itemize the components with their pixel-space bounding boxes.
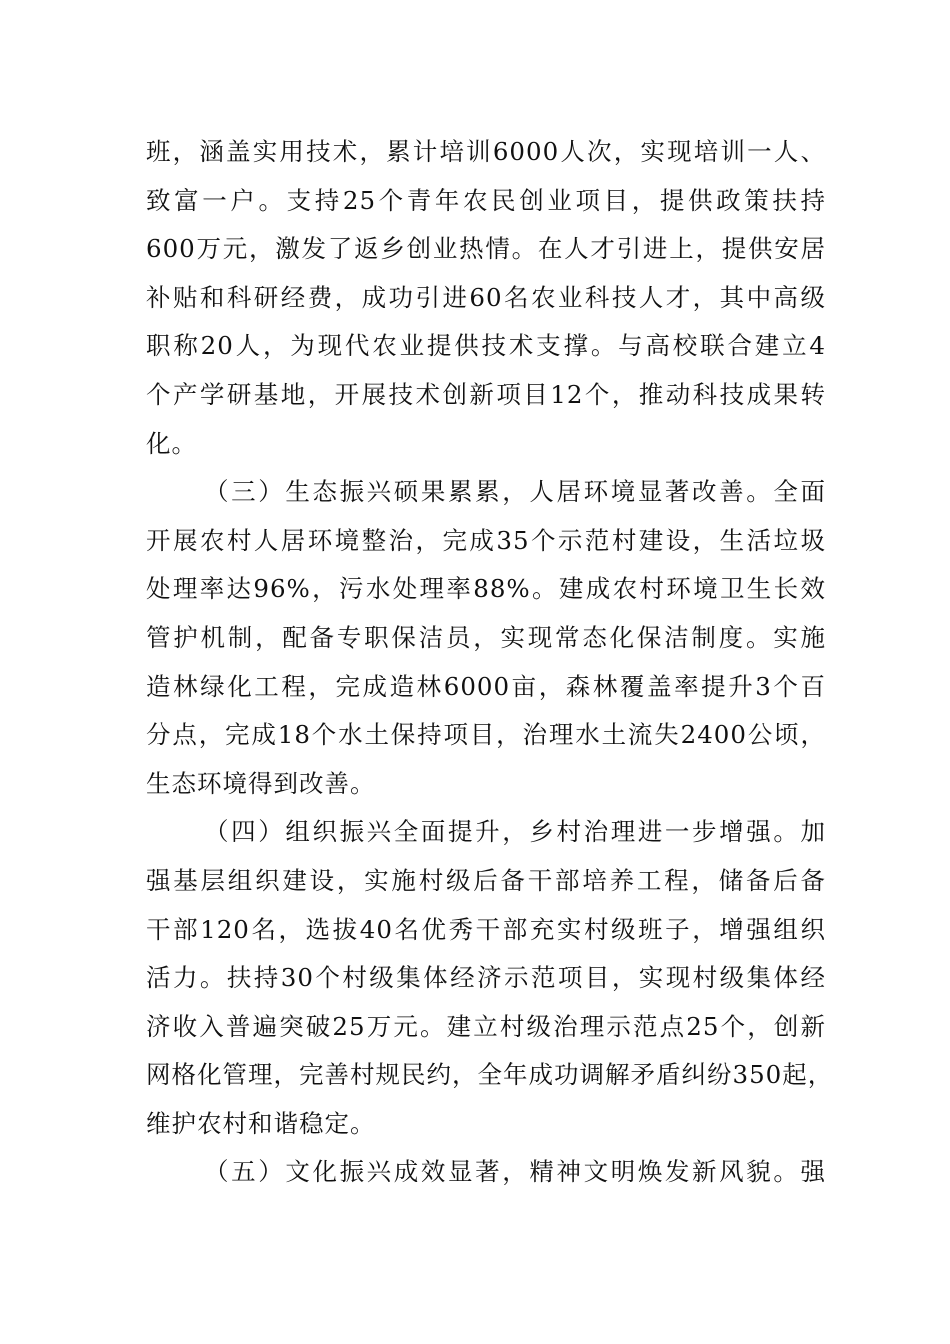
text-line: 个产学研基地，开展技术创新项目12个，推动科技成果转 [146, 379, 826, 409]
section-heading-line: （四）组织振兴全面提升，乡村治理进一步增强。加 [204, 817, 826, 847]
text-line: 职称20人，为现代农业提供技术支撑。与高校联合建立4 [146, 331, 826, 361]
text-line: 造林绿化工程，完成造林6000亩，森林覆盖率提升3个百 [146, 671, 826, 701]
text-line: 分点，完成18个水土保持项目，治理水土流失2400公顷， [146, 720, 826, 750]
text-line: 管护机制，配备专职保洁员，实现常态化保洁制度。实施 [146, 622, 826, 652]
text-line: 致富一户。支持25个青年农民创业项目，提供政策扶持 [146, 185, 826, 215]
section-heading-line: （五）文化振兴成效显著，精神文明焕发新风貌。强 [204, 1157, 826, 1187]
text-line: 补贴和科研经费，成功引进60名农业科技人才，其中高级 [146, 282, 826, 312]
text-line: 活力。扶持30个村级集体经济示范项目，实现村级集体经 [146, 963, 826, 993]
text-line: 维护农村和谐稳定。 [146, 1108, 376, 1138]
text-line: 600万元，激发了返乡创业热情。在人才引进上，提供安居 [146, 234, 826, 264]
section-heading-line: （三）生态振兴硕果累累，人居环境显著改善。全面 [204, 477, 826, 507]
text-line: 开展农村人居环境整治，完成35个示范村建设，生活垃圾 [146, 525, 826, 555]
text-line: 济收入普遍突破25万元。建立村级治理示范点25个，创新 [146, 1011, 826, 1041]
body-text [146, 128, 834, 1197]
text-line: 网格化管理，完善村规民约，全年成功调解矛盾纠纷350起， [146, 1060, 834, 1090]
text-line: 化。 [146, 428, 197, 458]
text-line: 强基层组织建设，实施村级后备干部培养工程，储备后备 [146, 865, 826, 895]
text-line: 班，涵盖实用技术，累计培训6000人次，实现培训一人、 [146, 137, 826, 166]
text-line: 处理率达96%，污水处理率88%。建成农村环境卫生长效 [146, 574, 826, 604]
text-line: 干部120名，选拔40名优秀干部充实村级班子，增强组织 [146, 914, 826, 944]
text-line: 生态环境得到改善。 [146, 768, 376, 798]
